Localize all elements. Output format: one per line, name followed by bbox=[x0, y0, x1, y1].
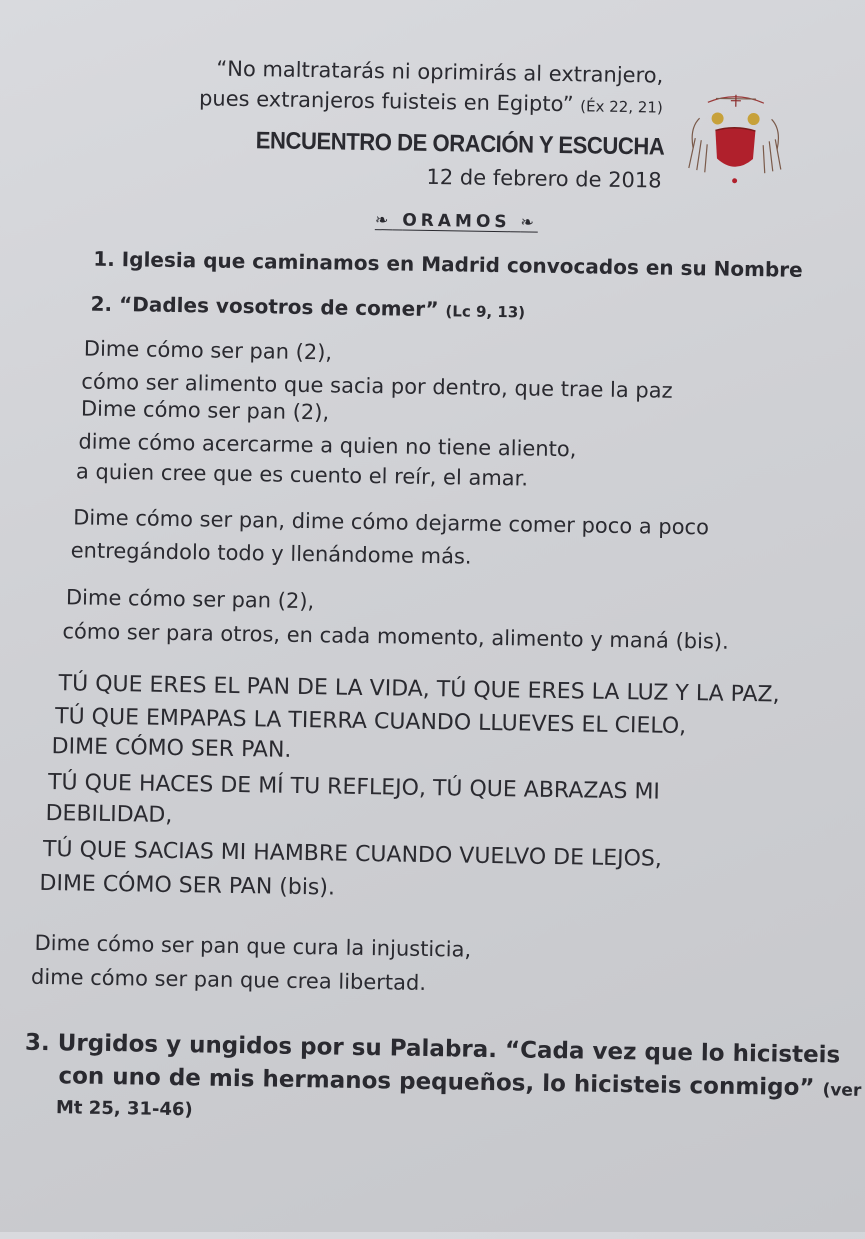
verse-line: Dime cómo ser pan que cura la injusticia, bbox=[34, 930, 472, 962]
quote-reference: (Éx 22, 21) bbox=[580, 97, 663, 117]
ornament-right-icon: ❧ bbox=[520, 212, 539, 232]
verse-line: cómo ser para otros, en cada momento, alimento y maná (bis). bbox=[62, 619, 729, 654]
page-title: ENCUENTRO DE ORACIÓN Y ESCUCHA bbox=[255, 127, 665, 161]
section-heading-text: ORAMOS bbox=[402, 210, 511, 233]
chorus-line: TÚ QUE HACES DE MÍ TU REFLEJO, TÚ QUE ABRAZAS MI bbox=[47, 770, 661, 805]
list-item-reference-cont: Mt 25, 31-46) bbox=[55, 1097, 193, 1121]
chorus-line: TÚ QUE EMPAPAS LA TIERRA CUANDO LLUEVES EL CIELO, bbox=[54, 704, 687, 740]
verse-line: Dime cómo ser pan (2), bbox=[83, 336, 333, 365]
quote-text: pues extranjeros fuisteis en Egipto” bbox=[198, 86, 574, 117]
list-item-reference: (Lc 9, 13) bbox=[445, 302, 526, 322]
verse-line: a quien cree que es cuento el reír, el amar. bbox=[75, 459, 529, 491]
chorus-line: DEBILIDAD, bbox=[45, 800, 173, 828]
chorus-line: TÚ QUE ERES EL PAN DE LA VIDA, TÚ QUE ERES LA LUZ Y LA PAZ, bbox=[58, 671, 780, 708]
list-item-continuation bbox=[58, 1063, 861, 1102]
list-item-reference: (ver bbox=[822, 1080, 862, 1101]
verse-line: cómo ser alimento que sacia por dentro, que trae la paz bbox=[81, 369, 673, 403]
chorus-line: TÚ QUE SACIAS MI HAMBRE CUANDO VUELVO DE LEJOS, bbox=[42, 836, 663, 872]
list-item-text: con uno de mis hermanos pequeños, lo hicisteis conmigo” bbox=[58, 1063, 815, 1102]
section-heading bbox=[375, 210, 538, 233]
verse-line: Dime cómo ser pan, dime cómo dejarme comer poco a poco bbox=[73, 505, 710, 540]
coat-of-arms-icon bbox=[685, 88, 787, 190]
list-item: 1. Iglesia que caminamos en Madrid convocados en su Nombre bbox=[93, 246, 803, 282]
verse-line: Dime cómo ser pan (2), bbox=[65, 585, 315, 614]
verse-line: Dime cómo ser pan (2), bbox=[80, 396, 330, 425]
chorus-line: DIME CÓMO SER PAN (bis). bbox=[39, 870, 336, 901]
chorus-line: DIME CÓMO SER PAN. bbox=[51, 734, 292, 763]
verse-line: dime cómo acercarme a quien no tiene aliento, bbox=[78, 429, 577, 462]
list-item-text: 2. “Dadles vosotros de comer” bbox=[90, 291, 439, 322]
header-quote-line2 bbox=[199, 86, 663, 117]
header-quote-line1: “No maltratarás ni oprimirás al extranjero, bbox=[216, 56, 664, 88]
ornament-left-icon: ❧ bbox=[374, 210, 393, 230]
event-date: 12 de febrero de 2018 bbox=[426, 164, 662, 193]
list-item: 3. Urgidos y ungidos por su Palabra. “Cada vez que lo hicisteis bbox=[24, 1029, 841, 1069]
list-item bbox=[90, 292, 525, 323]
verse-line: entregándolo todo y llenándome más. bbox=[70, 538, 472, 569]
verse-line: dime cómo ser pan que crea libertad. bbox=[30, 964, 427, 995]
